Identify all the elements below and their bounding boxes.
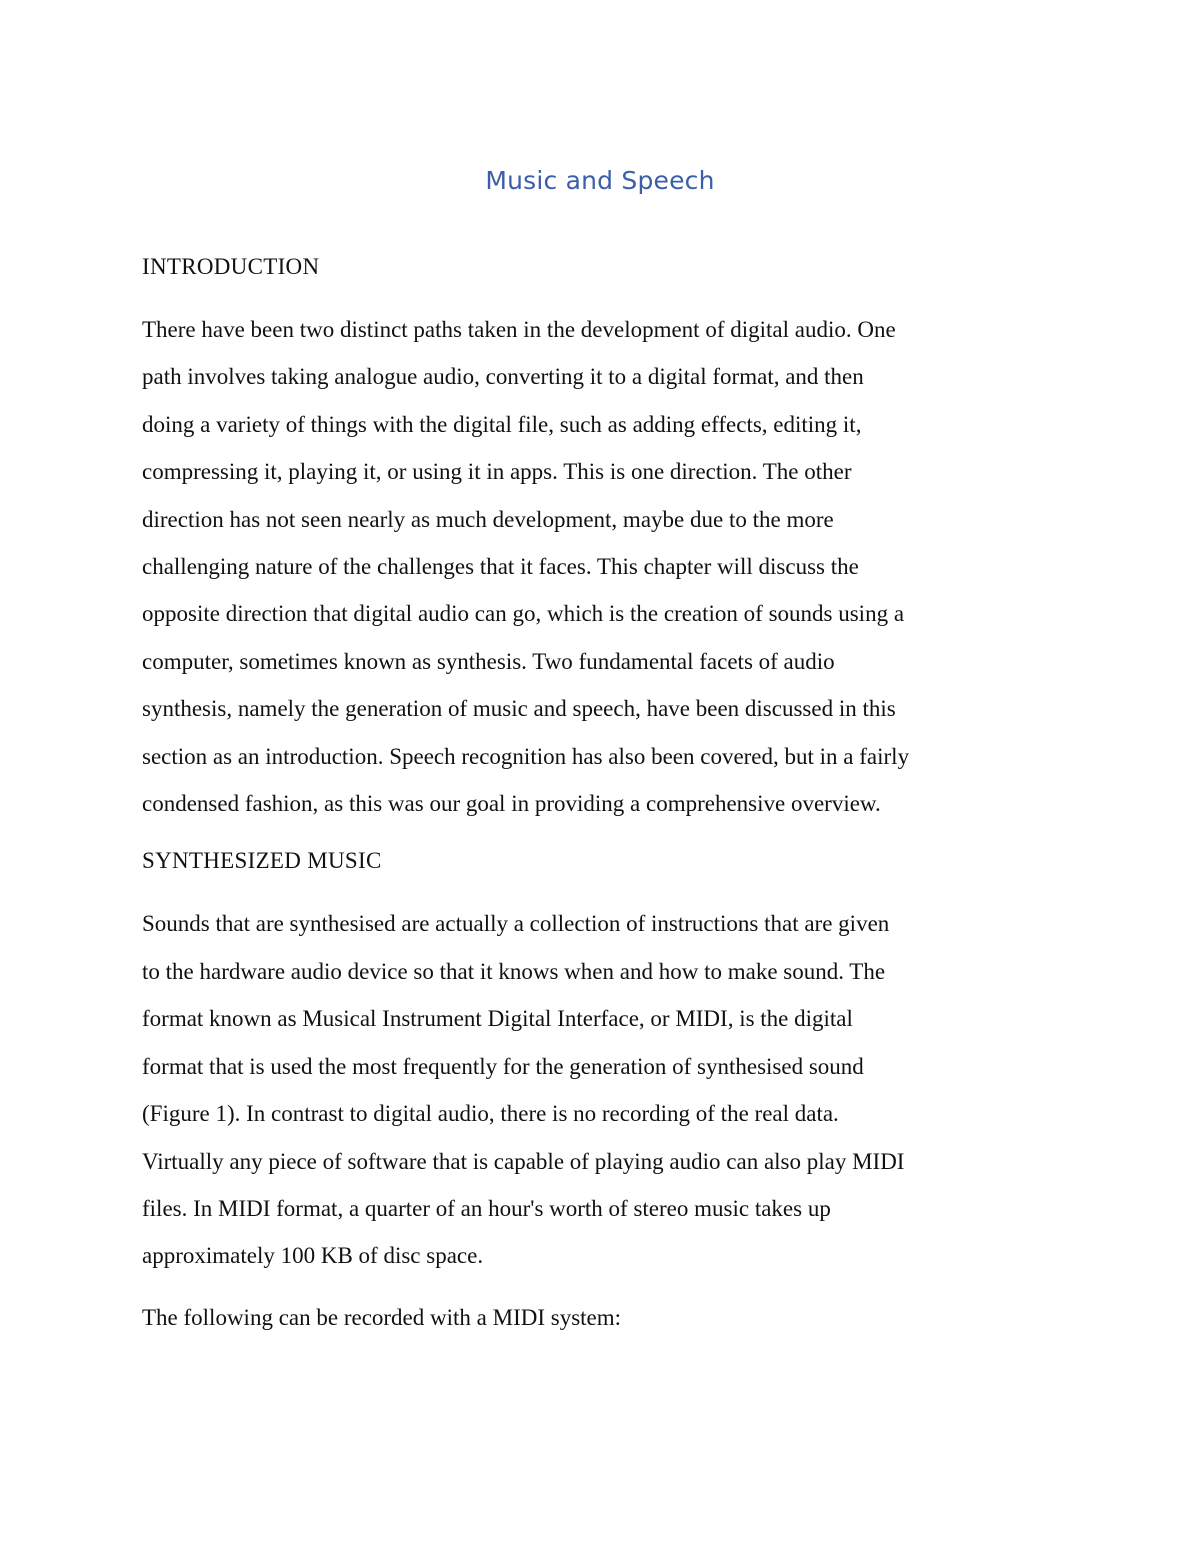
section-synthesized-music — [142, 841, 1072, 1341]
paragraph-line: files. In MIDI format, a quarter of an hour's worth of stereo music takes up — [142, 1195, 831, 1221]
paragraph-line: section as an introduction. Speech recognition has also been covered, but in a fairly — [142, 743, 910, 769]
paragraph-line: challenging nature of the challenges that it faces. This chapter will discuss the — [142, 554, 859, 580]
paragraph-line: compressing it, playing it, or using it in apps. This is one direction. The other — [142, 459, 852, 485]
paragraph-line: computer, sometimes known as synthesis. Two fundamental facets of audio — [142, 648, 835, 674]
paragraph-line: The following can be recorded with a MIDI system: — [142, 1304, 622, 1330]
paragraph — [142, 306, 1072, 827]
paragraph — [142, 1294, 1072, 1341]
paragraph-line: format known as Musical Instrument Digital Interface, or MIDI, is the digital — [142, 1006, 853, 1032]
paragraph-line: to the hardware audio device so that it knows when and how to make sound. The — [142, 958, 886, 984]
paragraph-line: approximately 100 KB of disc space. — [142, 1243, 484, 1269]
section-heading: SYNTHESIZED MUSIC — [142, 848, 382, 874]
document-body — [142, 247, 1072, 1341]
paragraph-line: direction has not seen nearly as much development, maybe due to the more — [142, 506, 834, 532]
paragraph-line: format that is used the most frequently for the generation of synthesised sound — [142, 1053, 864, 1079]
paragraph-line: There have been two distinct paths taken in the development of digital audio. One — [142, 317, 896, 342]
section-introduction — [142, 247, 1072, 841]
paragraph-line: condensed fashion, as this was our goal in providing a comprehensive overview. — [142, 791, 881, 817]
paragraph-line: doing a variety of things with the digital file, such as adding effects, editing it, — [142, 411, 862, 437]
paragraph-line: path involves taking analogue audio, converting it to a digital format, and then — [142, 364, 864, 390]
paragraph-line: Virtually any piece of software that is capable of playing audio can also play MIDI — [142, 1148, 905, 1174]
document-title: Music and Speech — [485, 166, 715, 195]
paragraph-line: Sounds that are synthesised are actually a collection of instructions that are given — [142, 911, 890, 937]
paragraph-line: (Figure 1). In contrast to digital audio, there is no recording of the real data. — [142, 1101, 839, 1127]
section-heading: INTRODUCTION — [142, 254, 320, 279]
paragraph-line: opposite direction that digital audio can go, which is the creation of sounds using a — [142, 601, 905, 627]
paragraph-line: synthesis, namely the generation of music and speech, have been discussed in this — [142, 696, 896, 722]
paragraph — [142, 900, 1072, 1279]
